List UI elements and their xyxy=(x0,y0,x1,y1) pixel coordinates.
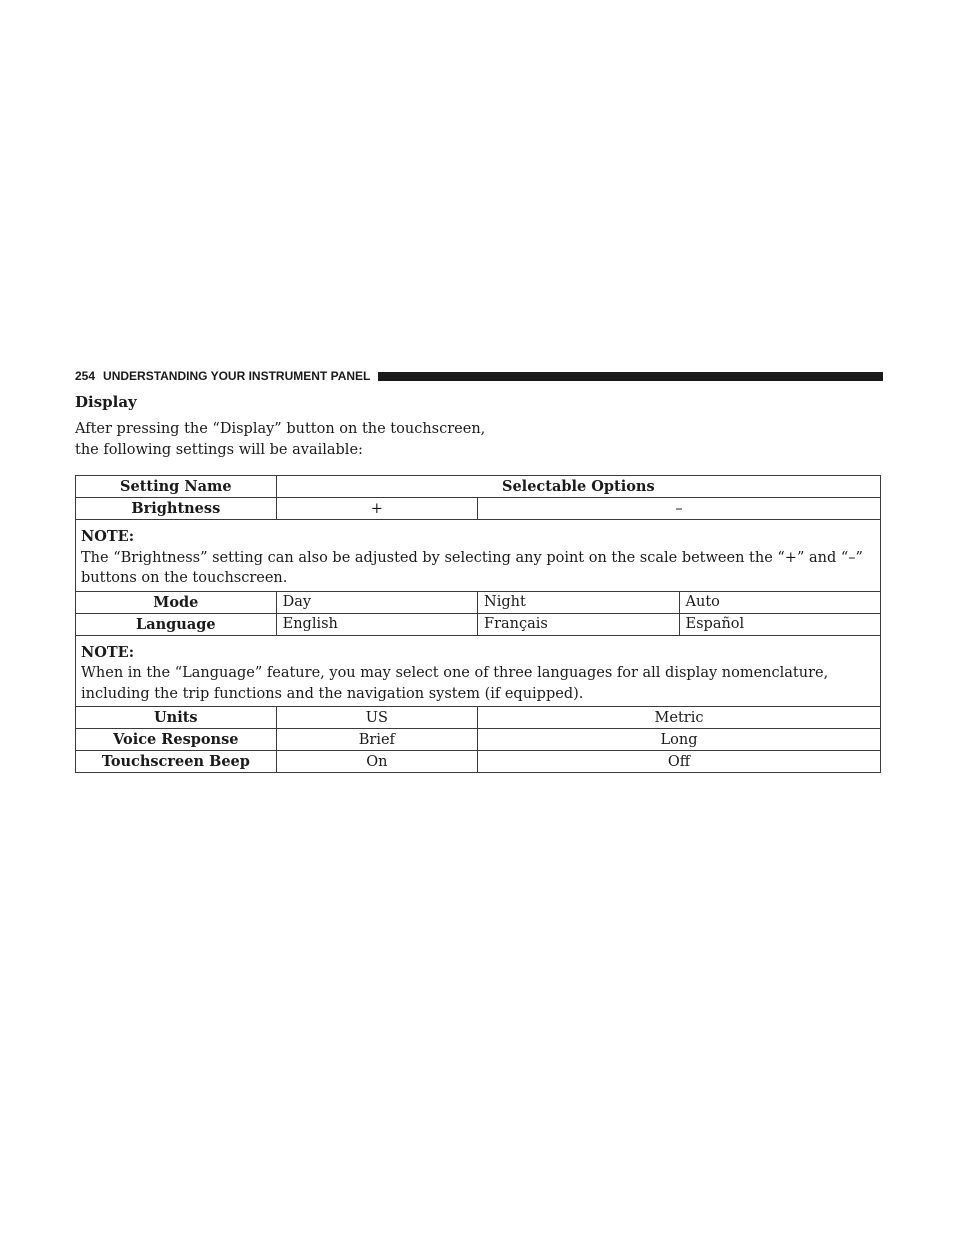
option-cell: Auto xyxy=(679,591,880,613)
note-text: When in the “Language” feature, you may select one of three languages for all display nomenclature, including the trip functions and the navigation system (if equipped). xyxy=(81,665,829,702)
page-number: 254 xyxy=(75,369,96,383)
table-row-touchscreen-beep xyxy=(76,751,881,773)
settings-table xyxy=(75,475,881,773)
intro-paragraph: After pressing the “Display” button on the touchscreen, the following settings will be available: xyxy=(75,421,486,458)
option-cell: + xyxy=(276,498,477,520)
setting-name: Mode xyxy=(76,591,277,613)
header-setting-name: Setting Name xyxy=(76,476,277,498)
option-cell: Night xyxy=(478,591,679,613)
option-cell: Long xyxy=(478,729,881,751)
setting-name: Brightness xyxy=(76,498,277,520)
note-cell xyxy=(76,520,881,592)
note-label: NOTE: xyxy=(81,528,135,545)
page-header xyxy=(75,368,883,384)
header-rule xyxy=(378,372,883,381)
header-selectable-options: Selectable Options xyxy=(276,476,880,498)
setting-name: Language xyxy=(76,613,277,635)
option-cell: Metric xyxy=(478,707,881,729)
section-heading: Display xyxy=(75,393,137,411)
option-cell: Day xyxy=(276,591,477,613)
option-cell: Français xyxy=(478,613,679,635)
section-title: UNDERSTANDING YOUR INSTRUMENT PANEL xyxy=(103,369,371,383)
setting-name: Touchscreen Beep xyxy=(76,751,277,773)
setting-name: Voice Response xyxy=(76,729,277,751)
option-cell: Brief xyxy=(276,729,477,751)
table-row-units xyxy=(76,707,881,729)
table-row-brightness xyxy=(76,498,881,520)
table-row-voice-response xyxy=(76,729,881,751)
table-header-row xyxy=(76,476,881,498)
table-row-note xyxy=(76,520,881,592)
option-cell: – xyxy=(478,498,881,520)
note-label: NOTE: xyxy=(81,643,135,661)
note-text: The “Brightness” setting can also be adjusted by selecting any point on the scale between the “+” and “–” buttons on the touchscreen. xyxy=(81,549,863,586)
setting-name: Units xyxy=(76,707,277,729)
table-row-mode xyxy=(76,591,881,613)
table-row-note xyxy=(76,635,881,707)
option-cell: On xyxy=(276,751,477,773)
table-row-language xyxy=(76,613,881,635)
note-cell xyxy=(76,635,881,707)
option-cell: Off xyxy=(478,751,881,773)
option-cell: US xyxy=(276,707,477,729)
option-cell: English xyxy=(276,613,477,635)
option-cell: Español xyxy=(679,613,880,635)
